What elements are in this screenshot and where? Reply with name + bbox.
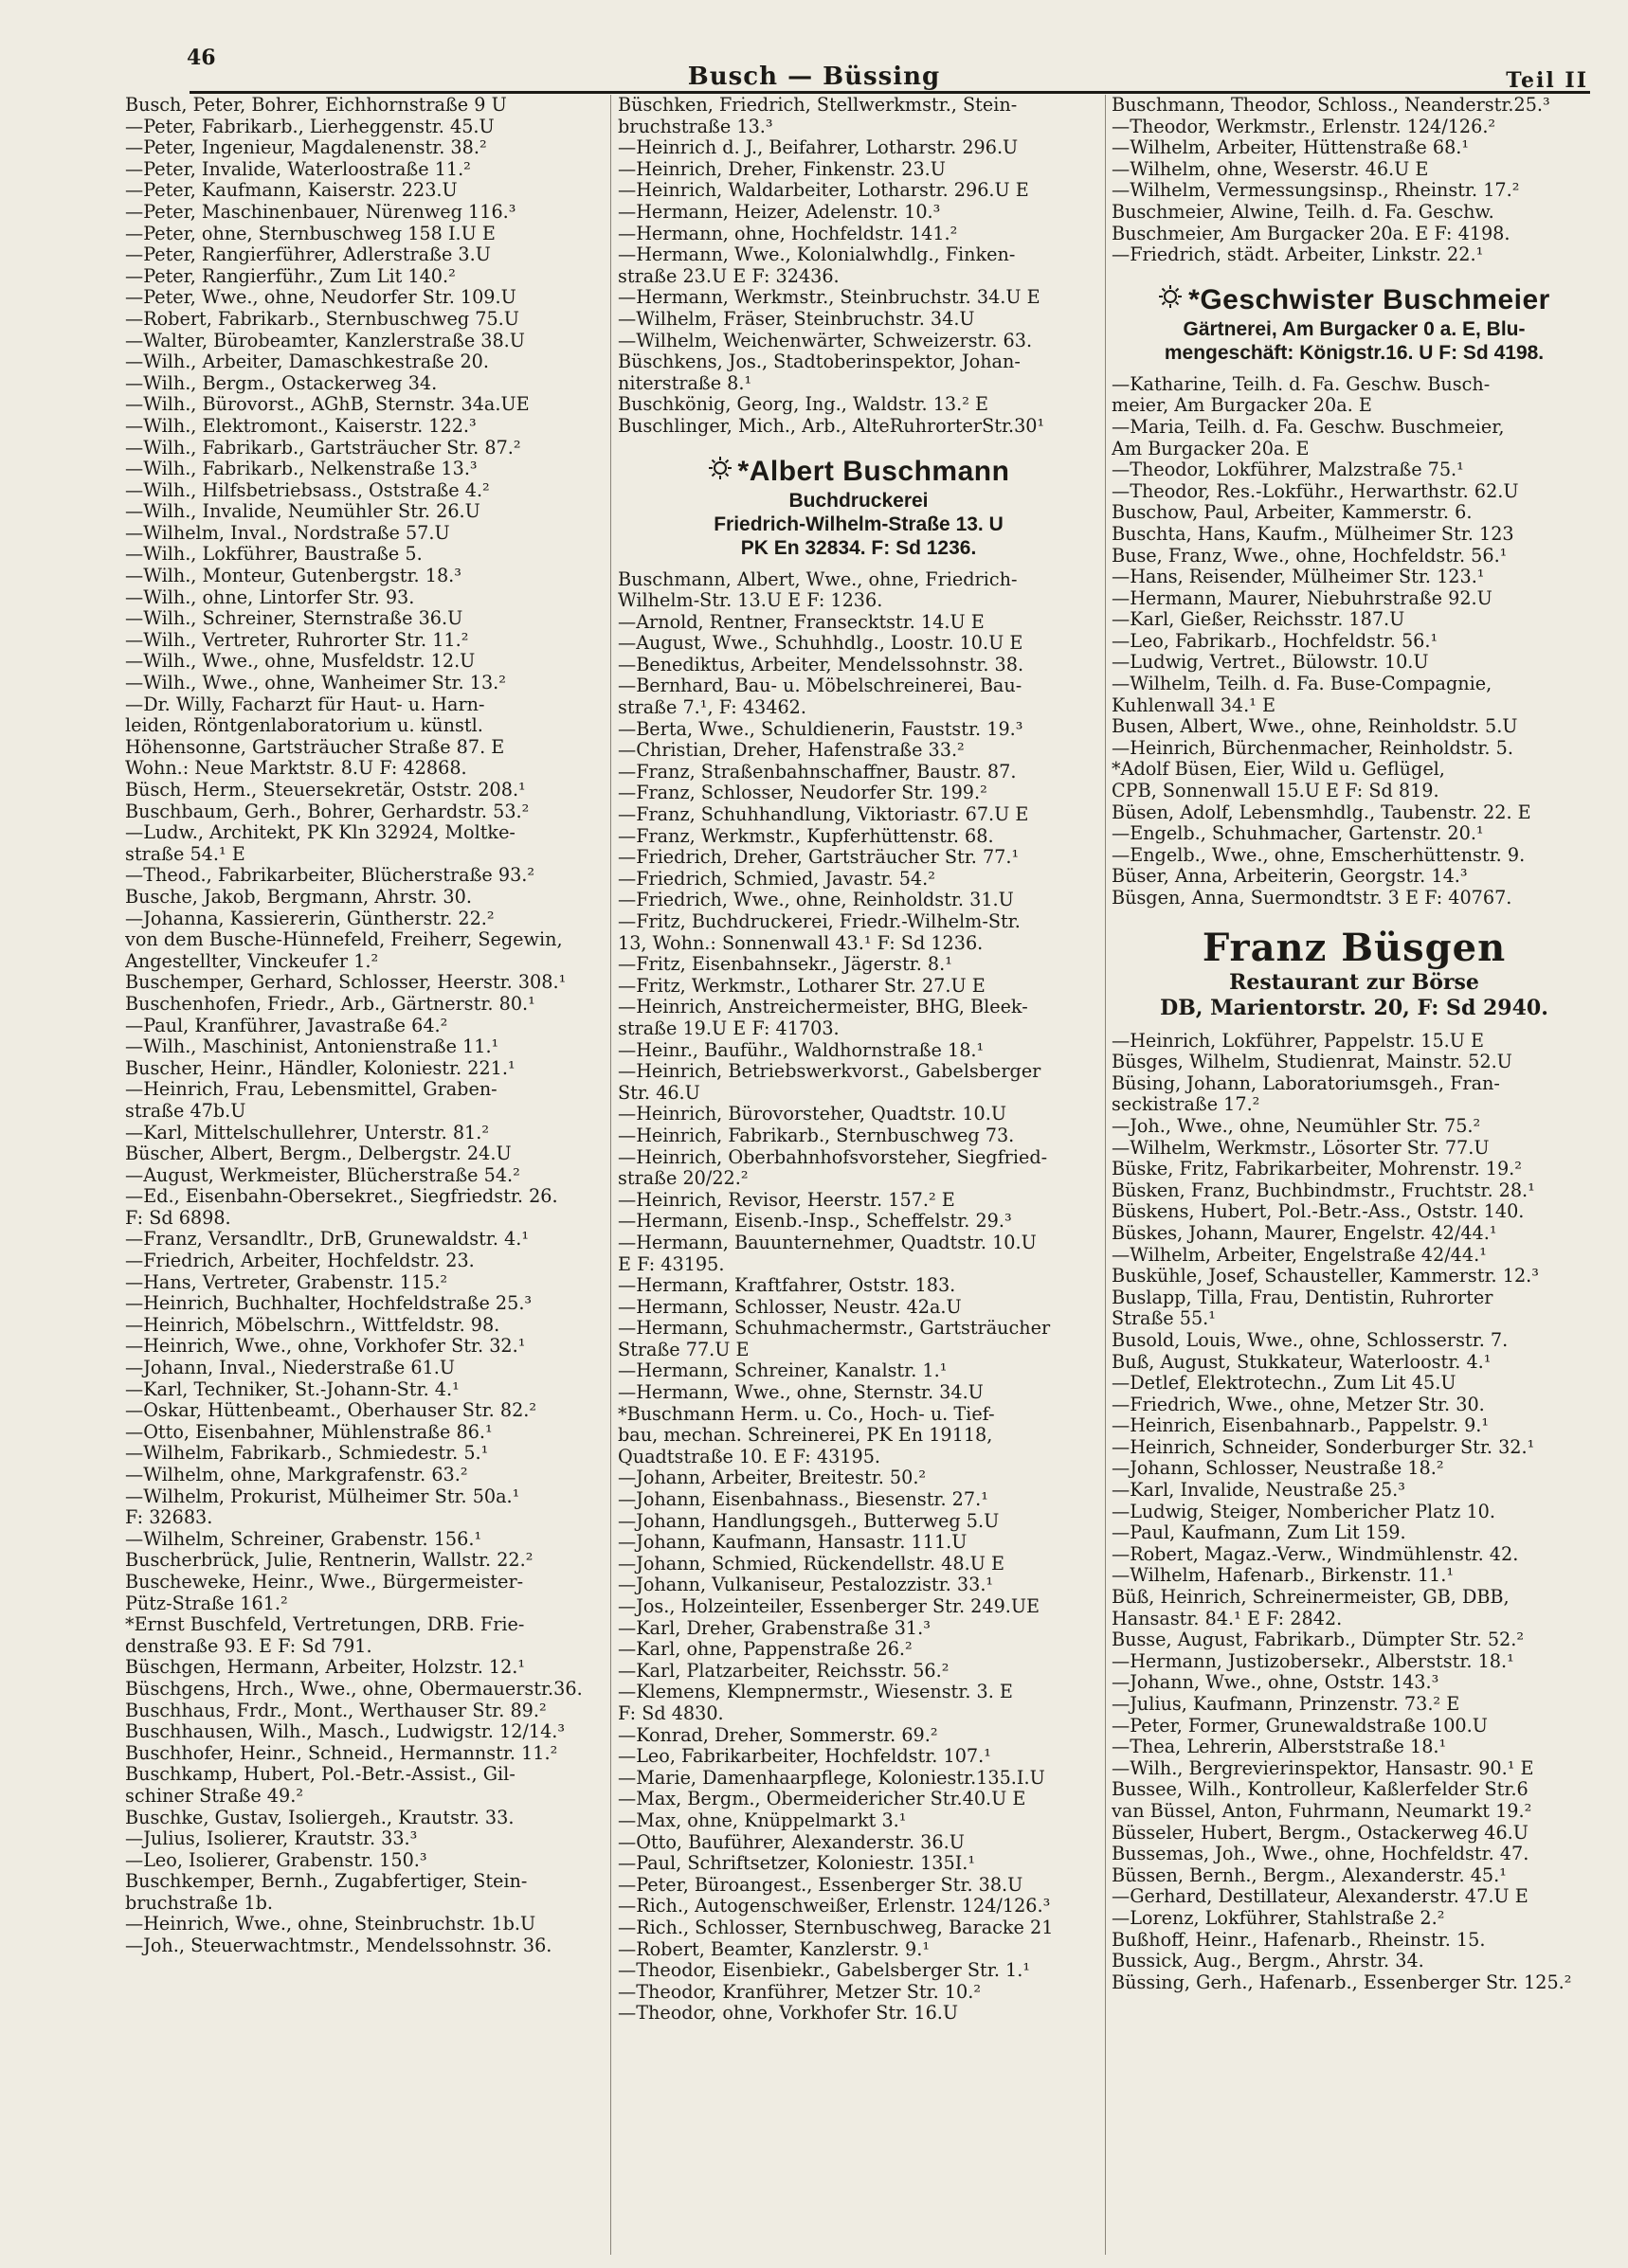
directory-entry: —Julius, Kaufmann, Prinzenstr. 73.² E bbox=[1112, 1694, 1460, 1715]
directory-entry: straße 47b.U bbox=[125, 1100, 246, 1122]
directory-entry: Büskes, Johann, Maurer, Engelstr. 42/44.¹ bbox=[1112, 1222, 1497, 1244]
directory-entry: Büsken, Franz, Buchbindmstr., Fruchtstr. 28.¹ bbox=[1112, 1179, 1535, 1201]
directory-entry: —Hermann, Kraftfahrer, Oststr. 183. bbox=[618, 1275, 956, 1297]
directory-entry: —Friedrich, Arbeiter, Hochfeldstr. 23. bbox=[125, 1251, 475, 1272]
directory-entry: —Peter, Rangierführ., Zum Lit 140.² bbox=[125, 265, 456, 287]
directory-entry: —Wilh., Bürovorst., AGhB, Sternstr. 34a.UE bbox=[125, 394, 530, 416]
directory-entry: Buschhausen, Wilh., Masch., Ludwigstr. 12/14.³ bbox=[125, 1721, 566, 1743]
directory-entry: Buschbaum, Gerh., Bohrer, Gerhardstr. 53.² bbox=[125, 801, 530, 822]
directory-entry: —Hermann, Werkmstr., Steinbruchstr. 34.U E bbox=[618, 287, 1040, 309]
directory-entry: Büscher, Albert, Bergm., Delbergstr. 24.U bbox=[125, 1143, 512, 1165]
directory-entry: Am Burgacker 20a. E bbox=[1112, 438, 1310, 459]
directory-entry: niterstraße 8.¹ bbox=[618, 372, 752, 394]
directory-entry: —Wilhelm, Werkmstr., Lösorter Str. 77.U bbox=[1112, 1137, 1490, 1159]
directory-entry: —Paul, Schriftsetzer, Koloniestr. 135I.¹ bbox=[618, 1853, 976, 1875]
directory-column-2 bbox=[618, 95, 1099, 2259]
advertisement-franz-buesgen bbox=[1112, 927, 1597, 1021]
directory-entry: Busold, Louis, Wwe., ohne, Schlosserstr. 7. bbox=[1112, 1329, 1509, 1351]
directory-entry: Wohn.: Neue Marktstr. 8.U F: 42868. bbox=[125, 758, 467, 780]
directory-entry: —Hermann, Schlosser, Neustr. 42a.U bbox=[618, 1296, 962, 1318]
directory-entry: —Konrad, Dreher, Sommerstr. 69.² bbox=[618, 1724, 938, 1746]
directory-entry: —Wilhelm, Inval., Nordstraße 57.U bbox=[125, 522, 450, 544]
directory-entry: Angestellter, Vinckeufer 1.² bbox=[125, 950, 379, 972]
directory-entry: —Karl, Mittelschullehrer, Unterstr. 81.² bbox=[125, 1122, 490, 1143]
directory-entry: Büsch, Herm., Steuersekretär, Oststr. 208.¹ bbox=[125, 780, 526, 801]
directory-entry: —Peter, Ingenieur, Magdalenenstr. 38.² bbox=[125, 137, 487, 159]
directory-entry: —Paul, Kranführer, Javastraße 64.² bbox=[125, 1015, 448, 1036]
directory-entry: Hansastr. 84.¹ E F: 2842. bbox=[1112, 1608, 1343, 1629]
directory-entry: —Heinrich d. J., Beifahrer, Lotharstr. 296.U bbox=[618, 137, 1019, 159]
directory-entry: —Franz, Schuhhandlung, Viktoriastr. 67.U E bbox=[618, 804, 1029, 826]
directory-entry: —Hermann, Schuhmachermstr., Gartsträucher bbox=[618, 1318, 1051, 1340]
directory-entry: —Karl, ohne, Pappenstraße 26.² bbox=[618, 1639, 913, 1661]
directory-entry: —Wilhelm, Vermessungsinsp., Rheinstr. 17.² bbox=[1112, 180, 1520, 202]
directory-entry: —Wilh., ohne, Lintorfer Str. 93. bbox=[125, 586, 415, 608]
directory-entry: straße 23.U E F: 32436. bbox=[618, 265, 840, 287]
directory-entry: —Peter, Büroangest., Essenberger Str. 38.U bbox=[618, 1874, 1023, 1896]
directory-entry: —Johann, Schlosser, Neustraße 18.² bbox=[1112, 1458, 1444, 1480]
directory-entry: —Friedrich, Schmied, Javastr. 54.² bbox=[618, 868, 935, 890]
directory-entry: —Wilh., Bergm., Ostackerweg 34. bbox=[125, 372, 438, 394]
directory-entry: F: 32683. bbox=[125, 1507, 213, 1529]
column-divider bbox=[1105, 95, 1106, 2255]
entry-list bbox=[618, 569, 1099, 2025]
directory-entry: bruchstraße 1b. bbox=[125, 1892, 273, 1914]
ad-company-name: Franz Büsgen bbox=[1202, 925, 1507, 970]
directory-entry: Buschkemper, Bernh., Zugabfertiger, Stein- bbox=[125, 1871, 528, 1893]
ad-line: mengeschäft: Königstr.16. U F: Sd 4198. bbox=[1164, 341, 1545, 364]
directory-entry: —Heinrich, Waldarbeiter, Lotharstr. 296.U E bbox=[618, 180, 1029, 202]
directory-entry: —Wilh., Vertreter, Ruhrorter Str. 11.² bbox=[125, 629, 469, 651]
directory-entry: —Hermann, Bauunternehmer, Quadtstr. 10.U bbox=[618, 1232, 1037, 1253]
directory-entry: Straße 55.¹ bbox=[1112, 1308, 1216, 1330]
directory-entry: —Walter, Bürobeamter, Kanzlerstraße 38.U bbox=[125, 330, 525, 351]
directory-column-3 bbox=[1112, 95, 1597, 2259]
ad-line: Restaurant zur Börse bbox=[1229, 969, 1479, 995]
directory-entry: —Joh., Steuerwachtmstr., Mendelssohnstr. 36. bbox=[125, 1935, 552, 1957]
directory-entry: Büschgen, Hermann, Arbeiter, Holzstr. 12.¹ bbox=[125, 1657, 526, 1679]
directory-entry: —Karl, Techniker, St.-Johann-Str. 4.¹ bbox=[125, 1378, 460, 1400]
advertisement-albert-buschmann: *Albert Buschmann Buchdruckerei Friedrich-Wilhelm-Straße 13. U PK En 32834. F: Sd 1236. bbox=[618, 455, 1099, 560]
directory-entry: —Heinrich, Wwe., ohne, Steinbruchstr. 1b.U bbox=[125, 1914, 536, 1935]
directory-entry: —Klemens, Klempnermstr., Wiesenstr. 3. E bbox=[618, 1682, 1013, 1703]
directory-entry: straße 20/22.² bbox=[618, 1168, 749, 1190]
directory-entry: —Leo, Isolierer, Grabenstr. 150.³ bbox=[125, 1849, 427, 1871]
directory-entry: —Wilh., Lokführer, Baustraße 5. bbox=[125, 544, 423, 566]
directory-entry: —Johann, Inval., Niederstraße 61.U bbox=[125, 1358, 456, 1379]
directory-entry: Buschhaus, Frdr., Mont., Werthauser Str. 89.² bbox=[125, 1700, 547, 1721]
directory-entry: —Hermann, Wwe., ohne, Sternstr. 34.U bbox=[618, 1382, 984, 1404]
directory-entry: —Johanna, Kassiererin, Güntherstr. 22.² bbox=[125, 908, 495, 929]
directory-entry: Kuhlenwall 34.¹ E bbox=[1112, 694, 1276, 716]
directory-entry: —Wilhelm, Prokurist, Mülheimer Str. 50a.¹ bbox=[125, 1485, 520, 1507]
directory-entry: —Wilhelm, Hafenarb., Birkenstr. 11.¹ bbox=[1112, 1565, 1455, 1587]
directory-entry: —Franz, Werkmstr., Kupferhüttenstr. 68. bbox=[618, 825, 994, 847]
directory-entry: seckistraße 17.² bbox=[1112, 1094, 1260, 1116]
directory-entry: —Heinrich, Wwe., ohne, Vorkhofer Str. 32.¹ bbox=[125, 1336, 526, 1358]
directory-entry: Büschgens, Hrch., Wwe., ohne, Obermauerstr.36. bbox=[125, 1678, 583, 1700]
directory-entry: Buscherbrück, Julie, Rentnerin, Wallstr. 22.² bbox=[125, 1550, 534, 1572]
directory-entry: —Hermann, Maurer, Niebuhrstraße 92.U bbox=[1112, 587, 1492, 609]
directory-entry: bruchstraße 13.³ bbox=[618, 116, 773, 137]
directory-entry: leiden, Röntgenlaboratorium u. künstl. bbox=[125, 715, 483, 737]
directory-entry: Buß, August, Stukkateur, Waterloostr. 4.¹ bbox=[1112, 1351, 1492, 1373]
directory-entry: Büser, Anna, Arbeiterin, Georgstr. 14.³ bbox=[1112, 866, 1468, 888]
sun-circle-icon bbox=[708, 455, 733, 489]
directory-entry: 13, Wohn.: Sonnenwall 43.¹ F: Sd 1236. bbox=[618, 932, 984, 954]
directory-entry: —Heinrich, Lokführer, Pappelstr. 15.U E bbox=[1112, 1030, 1485, 1052]
page-number: 46 bbox=[187, 45, 216, 70]
directory-entry: Buscheweke, Heinr., Wwe., Bürgermeister- bbox=[125, 1571, 524, 1593]
directory-entry: Büske, Fritz, Fabrikarbeiter, Mohrenstr. 19.² bbox=[1112, 1159, 1522, 1180]
directory-entry: —Engelb., Wwe., ohne, Emscherhüttenstr. 9. bbox=[1112, 844, 1526, 866]
directory-entry: —Heinrich, Eisenbahnarb., Pappelstr. 9.¹ bbox=[1112, 1415, 1490, 1437]
directory-entry: Pütz-Straße 161.² bbox=[125, 1593, 288, 1614]
directory-entry: —Peter, Maschinenbauer, Nürenweg 116.³ bbox=[125, 201, 516, 223]
directory-entry: Quadtstraße 10. E F: 43195. bbox=[618, 1446, 881, 1467]
directory-entry: —Gerhard, Destillateur, Alexanderstr. 47.U E bbox=[1112, 1886, 1529, 1908]
directory-entry: —Fritz, Eisenbahnsekr., Jägerstr. 8.¹ bbox=[618, 954, 952, 976]
directory-entry: Buschmann, Theodor, Schloss., Neanderstr.25.³ bbox=[1112, 95, 1550, 116]
directory-entry: Buschmann, Albert, Wwe., ohne, Friedrich- bbox=[618, 568, 1018, 590]
directory-entry: Straße 77.U E bbox=[618, 1339, 750, 1360]
directory-entry: —Peter, Fabrikarb., Lierheggenstr. 45.U bbox=[125, 116, 495, 137]
directory-entry: —Johann, Arbeiter, Breitestr. 50.² bbox=[618, 1467, 927, 1489]
directory-entry: Buschke, Gustav, Isoliergeh., Krautstr. 33. bbox=[125, 1807, 515, 1828]
directory-entry: Buschenhofen, Friedr., Arb., Gärtnerstr. 80.¹ bbox=[125, 993, 535, 1015]
entry-list bbox=[125, 95, 604, 1957]
directory-entry: —Paul, Kaufmann, Zum Lit 159. bbox=[1112, 1522, 1406, 1544]
directory-entry: —Heinrich, Schneider, Sonderburger Str. 32.¹ bbox=[1112, 1436, 1535, 1458]
directory-entry: —Wilhelm, Schreiner, Grabenstr. 156.¹ bbox=[125, 1528, 482, 1550]
directory-entry: —Heinrich, Dreher, Finkenstr. 23.U bbox=[618, 158, 946, 180]
directory-entry: Höhensonne, Gartsträucher Straße 87. E bbox=[125, 736, 505, 758]
directory-entry: —Hans, Vertreter, Grabenstr. 115.² bbox=[125, 1271, 448, 1293]
directory-entry: —Wilh., Wwe., ohne, Musfeldstr. 12.U bbox=[125, 651, 476, 673]
directory-entry: —Theodor, Werkmstr., Erlenstr. 124/126.² bbox=[1112, 116, 1496, 137]
part-label: Teil II bbox=[1506, 68, 1588, 93]
directory-entry: —Wilhelm, ohne, Weserstr. 46.U E bbox=[1112, 158, 1429, 180]
directory-entry: —Johann, Handlungsgeh., Butterweg 5.U bbox=[618, 1510, 1000, 1532]
directory-entry: —Johann, Eisenbahnass., Biesenstr. 27.¹ bbox=[618, 1489, 988, 1511]
directory-entry: —Hermann, Eisenb.-Insp., Scheffelstr. 29.³ bbox=[618, 1211, 1012, 1233]
ad-line: Friedrich-Wilhelm-Straße 13. U bbox=[714, 513, 1004, 535]
directory-entry: —Wilh., Fabrikarb., Gartsträucher Str. 87.² bbox=[125, 437, 521, 459]
entry-list bbox=[618, 95, 1099, 438]
entry-list bbox=[1112, 1031, 1597, 1994]
directory-entry: —Detlef, Elektrotechn., Zum Lit 45.U bbox=[1112, 1373, 1456, 1395]
directory-entry: Busen, Albert, Wwe., ohne, Reinholdstr. 5.U bbox=[1112, 716, 1518, 738]
directory-entry: —Wilh., Elektromont., Kaiserstr. 122.³ bbox=[125, 415, 477, 437]
directory-entry: —Wilhelm, Arbeiter, Engelstraße 42/44.¹ bbox=[1112, 1244, 1487, 1266]
directory-entry: Buschemper, Gerhard, Schlosser, Heerstr. 308.¹ bbox=[125, 972, 567, 994]
directory-entry: —Friedrich, Wwe., ohne, Reinholdstr. 31.U bbox=[618, 890, 1014, 911]
directory-entry: —Hermann, ohne, Hochfeldstr. 141.² bbox=[618, 223, 958, 244]
directory-entry: —Rich., Autogenschweißer, Erlenstr. 124/126.³ bbox=[618, 1896, 1051, 1917]
directory-entry: —Heinrich, Bürovorsteher, Quadtstr. 10.U bbox=[618, 1104, 1007, 1125]
directory-entry: —Robert, Fabrikarb., Sternbuschweg 75.U bbox=[125, 308, 519, 330]
directory-entry: —Heinrich, Frau, Lebensmittel, Graben- bbox=[125, 1079, 497, 1101]
directory-entry: —Friedrich, städt. Arbeiter, Linkstr. 22.¹ bbox=[1112, 244, 1484, 266]
directory-entry: —August, Werkmeister, Blücherstraße 54.² bbox=[125, 1164, 520, 1186]
directory-entry: —Hans, Reisender, Mülheimer Str. 123.¹ bbox=[1112, 567, 1485, 588]
directory-entry: Büsing, Johann, Laboratoriumsgeh., Fran- bbox=[1112, 1072, 1500, 1094]
ad-line: Gärtnerei, Am Burgacker 0 a. E, Blu- bbox=[1183, 317, 1526, 340]
directory-entry: straße 54.¹ E bbox=[125, 843, 245, 865]
directory-entry: —Wilhelm, Teilh. d. Fa. Buse-Compagnie, bbox=[1112, 674, 1492, 695]
directory-entry: —Benediktus, Arbeiter, Mendelssohnstr. 38. bbox=[618, 654, 1024, 675]
directory-entry: —Hermann, Justizobersekr., Alberststr. 18.¹ bbox=[1112, 1650, 1514, 1672]
directory-entry: —Peter, Wwe., ohne, Neudorfer Str. 109.U bbox=[125, 287, 516, 309]
directory-entry: —Bernhard, Bau- u. Möbelschreinerei, Bau- bbox=[618, 675, 1022, 697]
directory-entry: —Karl, Dreher, Grabenstraße 31.³ bbox=[618, 1617, 931, 1639]
directory-entry: Bußhoff, Heinr., Hafenarb., Rheinstr. 15. bbox=[1112, 1929, 1486, 1951]
directory-entry: —Wilh., Hilfsbetriebsass., Oststraße 4.² bbox=[125, 479, 490, 501]
directory-entry: Büssen, Bernh., Bergm., Alexanderstr. 45.¹ bbox=[1112, 1864, 1507, 1886]
directory-entry: —Julius, Isolierer, Krautstr. 33.³ bbox=[125, 1828, 418, 1850]
directory-entry: Buschhofer, Heinr., Schneid., Hermannstr. 11.² bbox=[125, 1742, 558, 1764]
directory-entry: —Heinrich, Anstreichermeister, BHG, Bleek- bbox=[618, 997, 1028, 1018]
directory-entry: —Hermann, Wwe., Kolonialwhdlg., Finken- bbox=[618, 244, 1016, 266]
directory-entry: —Franz, Schlosser, Neudorfer Str. 199.² bbox=[618, 783, 987, 804]
directory-entry: —Robert, Magaz.-Verw., Windmühlenstr. 42. bbox=[1112, 1543, 1519, 1565]
directory-entry: —Wilh., Fabrikarb., Nelkenstraße 13.³ bbox=[125, 459, 478, 480]
advertisement-geschwister-buschmeier: *Geschwister Buschmeier Gärtnerei, Am Burgacker 0 a. E, Blu- mengeschäft: Königstr.16. U F: Sd 4198. bbox=[1112, 283, 1597, 365]
ad-line: Buchdruckerei bbox=[788, 489, 929, 512]
directory-entry: —Fritz, Werkmstr., Lotharer Str. 27.U E bbox=[618, 975, 986, 997]
directory-entry: —Theodor, Res.-Lokführ., Herwarthstr. 62.U bbox=[1112, 480, 1519, 502]
directory-entry: *Adolf Büsen, Eier, Wild u. Geflügel, bbox=[1112, 759, 1445, 781]
directory-entry: —Johann, Schmied, Rückendellstr. 48.U E bbox=[618, 1553, 1004, 1575]
directory-entry: Buse, Franz, Wwe., ohne, Hochfeldstr. 56.¹ bbox=[1112, 545, 1508, 567]
directory-entry: —Heinr., Bauführ., Waldhornstraße 18.¹ bbox=[618, 1039, 985, 1061]
directory-entry: —Arnold, Rentner, Fransecktstr. 14.U E bbox=[618, 611, 985, 633]
directory-entry: —Joh., Wwe., ohne, Neumühler Str. 75.² bbox=[1112, 1115, 1481, 1137]
directory-entry: —Peter, Former, Grunewaldstraße 100.U bbox=[1112, 1715, 1488, 1737]
directory-entry: —Ludwig, Vertret., Bülowstr. 10.U bbox=[1112, 652, 1429, 674]
directory-entry: —Franz, Straßenbahnschaffner, Baustr. 87. bbox=[618, 761, 1017, 783]
directory-entry: —Wilhelm, ohne, Markgrafenstr. 63.² bbox=[125, 1465, 468, 1485]
directory-entry: —Jos., Holzeinteiler, Essenberger Str. 249.UE bbox=[618, 1596, 1040, 1617]
directory-entry: —Maria, Teilh. d. Fa. Geschw. Buschmeier, bbox=[1112, 416, 1505, 438]
directory-entry: —Otto, Bauführer, Alexanderstr. 36.U bbox=[618, 1831, 965, 1853]
directory-entry: Bussee, Wilh., Kontrolleur, Kaßlerfelder Str.6 bbox=[1112, 1779, 1529, 1801]
header-rule bbox=[190, 91, 1590, 94]
directory-entry: —Friedrich, Wwe., ohne, Metzer Str. 30. bbox=[1112, 1394, 1485, 1415]
directory-entry: Buschkönig, Georg, Ing., Waldstr. 13.² E bbox=[618, 394, 989, 416]
ad-company-name: Geschwister Buschmeier bbox=[1200, 283, 1550, 315]
directory-entry: Buschlinger, Mich., Arb., AlteRuhrorterStr.30¹ bbox=[618, 415, 1045, 437]
directory-entry: —Friedrich, Dreher, Gartsträucher Str. 77.¹ bbox=[618, 847, 1020, 869]
directory-entry: —Max, Bergm., Obermeidericher Str.40.U E bbox=[618, 1789, 1026, 1810]
directory-entry: —Johann, Kaufmann, Hansastr. 111.U bbox=[618, 1532, 968, 1554]
directory-entry: —Peter, Rangierführer, Adlerstraße 3.U bbox=[125, 244, 491, 266]
directory-entry: —Wilh., Arbeiter, Damaschkestraße 20. bbox=[125, 351, 489, 373]
directory-entry: bau, mechan. Schreinerei, PK En 19118, bbox=[618, 1425, 993, 1447]
directory-entry: Buschmeier, Am Burgacker 20a. E F: 4198. bbox=[1112, 223, 1510, 244]
directory-entry: —Heinrich, Revisor, Heerstr. 157.² E bbox=[618, 1189, 955, 1211]
directory-entry: —Dr. Willy, Facharzt für Haut- u. Harn- bbox=[125, 693, 485, 715]
directory-entry: —Wilh., Maschinist, Antonienstraße 11.¹ bbox=[125, 1036, 499, 1058]
directory-entry: —Max, ohne, Knüppelmarkt 3.¹ bbox=[618, 1809, 907, 1831]
directory-entry: Busch, Peter, Bohrer, Eichhornstraße 9 U bbox=[125, 95, 507, 116]
directory-entry: Wilhelm-Str. 13.U E F: 1236. bbox=[618, 590, 883, 612]
directory-entry: —Karl, Invalide, Neustraße 25.³ bbox=[1112, 1480, 1405, 1502]
directory-entry: —Heinrich, Oberbahnhofsvorsteher, Siegfried- bbox=[618, 1146, 1048, 1168]
directory-entry: —Karl, Gießer, Reichsstr. 187.U bbox=[1112, 609, 1405, 631]
directory-entry: —Peter, ohne, Sternbuschweg 158 I.U E bbox=[125, 223, 496, 244]
ad-company-name: Albert Buschmann bbox=[749, 455, 1010, 487]
directory-entry: —Katharine, Teilh. d. Fa. Geschw. Busch- bbox=[1112, 373, 1491, 395]
directory-entry: —Peter, Kaufmann, Kaiserstr. 223.U bbox=[125, 180, 458, 202]
directory-entry: Büskens, Hubert, Pol.-Betr.-Ass., Oststr. 140. bbox=[1112, 1201, 1525, 1223]
directory-entry: —Heinrich, Buchhalter, Hochfeldstraße 25.³ bbox=[125, 1293, 533, 1315]
directory-entry: —Johann, Wwe., ohne, Oststr. 143.³ bbox=[1112, 1672, 1439, 1694]
directory-entry: Büssing, Gerh., Hafenarb., Essenberger Str. 125.² bbox=[1112, 1971, 1572, 1993]
directory-entry: Busse, August, Fabrikarb., Dümpter Str. 52.² bbox=[1112, 1629, 1525, 1651]
directory-entry: straße 7.¹, F: 43462. bbox=[618, 697, 806, 719]
directory-entry: Str. 46.U bbox=[618, 1082, 700, 1104]
directory-entry: von dem Busche-Hünnefeld, Freiherr, Segewin, bbox=[125, 929, 563, 951]
directory-entry: —Otto, Eisenbahner, Mühlenstraße 86.¹ bbox=[125, 1421, 493, 1443]
directory-entry: Buschow, Paul, Arbeiter, Kammerstr. 6. bbox=[1112, 502, 1473, 524]
directory-entry: —Robert, Beamter, Kanzlerstr. 9.¹ bbox=[618, 1938, 931, 1960]
directory-entry: —Karl, Platzarbeiter, Reichsstr. 56.² bbox=[618, 1660, 950, 1682]
directory-entry: Büschkens, Jos., Stadtoberinspektor, Johan- bbox=[618, 351, 1021, 373]
directory-entry: —Christian, Dreher, Hafenstraße 33.² bbox=[618, 740, 965, 762]
directory-entry: —Theodor, Kranführer, Metzer Str. 10.² bbox=[618, 1981, 982, 2003]
directory-entry: Bussemas, Joh., Wwe., ohne, Hochfeldstr. 47. bbox=[1112, 1844, 1529, 1865]
directory-entry: —Ludw., Architekt, PK Kln 32924, Moltke- bbox=[125, 822, 516, 844]
directory-entry: —Heinrich, Möbelschrn., Wittfeldstr. 98. bbox=[125, 1314, 500, 1336]
directory-column-1 bbox=[125, 95, 604, 2259]
page-header-title: Busch — Büssing bbox=[687, 63, 941, 91]
entry-list bbox=[1112, 95, 1597, 266]
directory-entry: Büschken, Friedrich, Stellwerkmstr., Stein- bbox=[618, 95, 1018, 116]
directory-entry: —Heinrich, Fabrikarb., Sternbuschweg 73. bbox=[618, 1125, 1015, 1146]
directory-entry: —Hermann, Schreiner, Kanalstr. 1.¹ bbox=[618, 1360, 948, 1382]
directory-entry: —Heinrich, Bürchenmacher, Reinholdstr. 5. bbox=[1112, 737, 1513, 759]
directory-entry: —Rich., Schlosser, Sternbuschweg, Baracke 21 bbox=[618, 1917, 1054, 1938]
directory-entry: —Johann, Vulkaniseur, Pestalozzistr. 33.¹ bbox=[618, 1575, 994, 1596]
directory-entry: denstraße 93. E F: Sd 791. bbox=[125, 1635, 372, 1657]
sun-circle-icon bbox=[1158, 283, 1183, 317]
directory-entry: —August, Wwe., Schuhhdlg., Loostr. 10.U E bbox=[618, 633, 1023, 655]
directory-entry: —Berta, Wwe., Schuldienerin, Fauststr. 19.³ bbox=[618, 718, 1023, 740]
directory-entry: Büsgen, Anna, Suermondtstr. 3 E F: 40767. bbox=[1112, 888, 1512, 909]
directory-entry: —Wilhelm, Fräser, Steinbruchstr. 34.U bbox=[618, 308, 975, 330]
directory-entry: Büß, Heinrich, Schreinermeister, GB, DBB, bbox=[1112, 1587, 1510, 1609]
directory-entry: —Wilh., Wwe., ohne, Wanheimer Str. 13.² bbox=[125, 673, 506, 694]
directory-entry: —Leo, Fabrikarbeiter, Hochfeldstr. 107.¹ bbox=[618, 1746, 991, 1768]
directory-entry: —Ed., Eisenbahn-Obersekret., Siegfriedstr. 26. bbox=[125, 1186, 558, 1208]
directory-entry: —Wilhelm, Arbeiter, Hüttenstraße 68.¹ bbox=[1112, 137, 1470, 159]
directory-entry: —Heinrich, Betriebswerkvorst., Gabelsberger bbox=[618, 1061, 1041, 1083]
directory-entry: —Lorenz, Lokführer, Stahlstraße 2.² bbox=[1112, 1907, 1445, 1929]
directory-entry: —Theodor, ohne, Vorkhofer Str. 16.U bbox=[618, 2003, 959, 2025]
directory-entry: —Fritz, Buchdruckerei, Friedr.-Wilhelm-Str. bbox=[618, 911, 1021, 932]
directory-entry: Buschmeier, Alwine, Teilh. d. Fa. Geschw. bbox=[1112, 201, 1494, 223]
ad-line: PK En 32834. F: Sd 1236. bbox=[740, 536, 977, 559]
directory-entry: Buscher, Heinr., Händler, Koloniestr. 221.¹ bbox=[125, 1057, 516, 1079]
directory-entry: Buschta, Hans, Kaufm., Mülheimer Str. 123 bbox=[1112, 523, 1514, 545]
directory-entry: meier, Am Burgacker 20a. E bbox=[1112, 395, 1372, 417]
directory-entry: —Wilhelm, Fabrikarb., Schmiedestr. 5.¹ bbox=[125, 1443, 489, 1465]
column-divider bbox=[610, 95, 611, 2255]
directory-entry: Büsges, Wilhelm, Studienrat, Mainstr. 52.U bbox=[1112, 1052, 1512, 1073]
directory-entry: —Hermann, Heizer, Adelenstr. 10.³ bbox=[618, 201, 941, 223]
directory-entry: Buskühle, Josef, Schausteller, Kammerstr. 12.³ bbox=[1112, 1266, 1539, 1287]
directory-entry: Büsen, Adolf, Lebensmhdlg., Taubenstr. 22. E bbox=[1112, 801, 1531, 823]
entry-list bbox=[1112, 374, 1597, 909]
directory-entry: —Ludwig, Steiger, Nombericher Platz 10. bbox=[1112, 1501, 1495, 1522]
directory-entry: Bussick, Aug., Bergm., Ahrstr. 34. bbox=[1112, 1951, 1424, 1972]
directory-entry: —Theodor, Lokführer, Malzstraße 75.¹ bbox=[1112, 459, 1464, 481]
directory-entry: —Wilhelm, Weichenwärter, Schweizerstr. 63. bbox=[618, 330, 1033, 351]
directory-entry: —Theod., Fabrikarbeiter, Blücherstraße 93.² bbox=[125, 865, 535, 887]
directory-entry: Busche, Jakob, Bergmann, Ahrstr. 30. bbox=[125, 886, 472, 908]
directory-entry: *Buschmann Herm. u. Co., Hoch- u. Tief- bbox=[618, 1403, 995, 1425]
directory-entry: van Büssel, Anton, Fuhrmann, Neumarkt 19.² bbox=[1112, 1800, 1532, 1822]
directory-entry: —Wilh., Invalide, Neumühler Str. 26.U bbox=[125, 501, 480, 523]
directory-entry: —Marie, Damenhaarpflege, Koloniestr.135.I.U bbox=[618, 1767, 1045, 1789]
directory-entry: —Oskar, Hüttenbeamt., Oberhauser Str. 82.² bbox=[125, 1400, 537, 1422]
directory-entry: F: Sd 4830. bbox=[618, 1702, 724, 1724]
directory-entry: E F: 43195. bbox=[618, 1253, 725, 1275]
directory-entry: straße 19.U E F: 41703. bbox=[618, 1017, 840, 1039]
directory-entry: CPB, Sonnenwall 15.U E F: Sd 819. bbox=[1112, 781, 1439, 802]
directory-entry: Büsseler, Hubert, Bergm., Ostackerweg 46.U bbox=[1112, 1822, 1529, 1844]
directory-entry: —Franz, Versandltr., DrB, Grunewaldstr. 4.¹ bbox=[125, 1229, 530, 1251]
directory-entry: *Ernst Buschfeld, Vertretungen, DRB. Frie- bbox=[125, 1614, 525, 1636]
directory-entry: —Peter, Invalide, Waterloostraße 11.² bbox=[125, 158, 471, 180]
directory-entry: schiner Straße 49.² bbox=[125, 1785, 304, 1807]
directory-entry: —Wilh., Schreiner, Sternstraße 36.U bbox=[125, 608, 463, 630]
directory-entry: Buslapp, Tilla, Frau, Dentistin, Ruhrorter bbox=[1112, 1287, 1493, 1308]
directory-entry: —Wilh., Monteur, Gutenbergstr. 18.³ bbox=[125, 566, 461, 587]
directory-entry: —Thea, Lehrerin, Alberststraße 18.¹ bbox=[1112, 1737, 1447, 1758]
directory-entry: —Wilh., Bergrevierinspektor, Hansastr. 90.¹ E bbox=[1112, 1757, 1534, 1779]
directory-entry: —Leo, Fabrikarb., Hochfeldstr. 56.¹ bbox=[1112, 630, 1438, 652]
ad-line: DB, Marientorstr. 20, F: Sd 2940. bbox=[1160, 995, 1548, 1020]
directory-entry: Buschkamp, Hubert, Pol.-Betr.-Assist., Gil- bbox=[125, 1764, 516, 1786]
directory-entry: F: Sd 6898. bbox=[125, 1207, 231, 1229]
directory-entry: —Theodor, Eisenbiekr., Gabelsberger Str. 1.¹ bbox=[618, 1960, 1031, 1982]
directory-entry: —Engelb., Schuhmacher, Gartenstr. 20.¹ bbox=[1112, 823, 1484, 845]
